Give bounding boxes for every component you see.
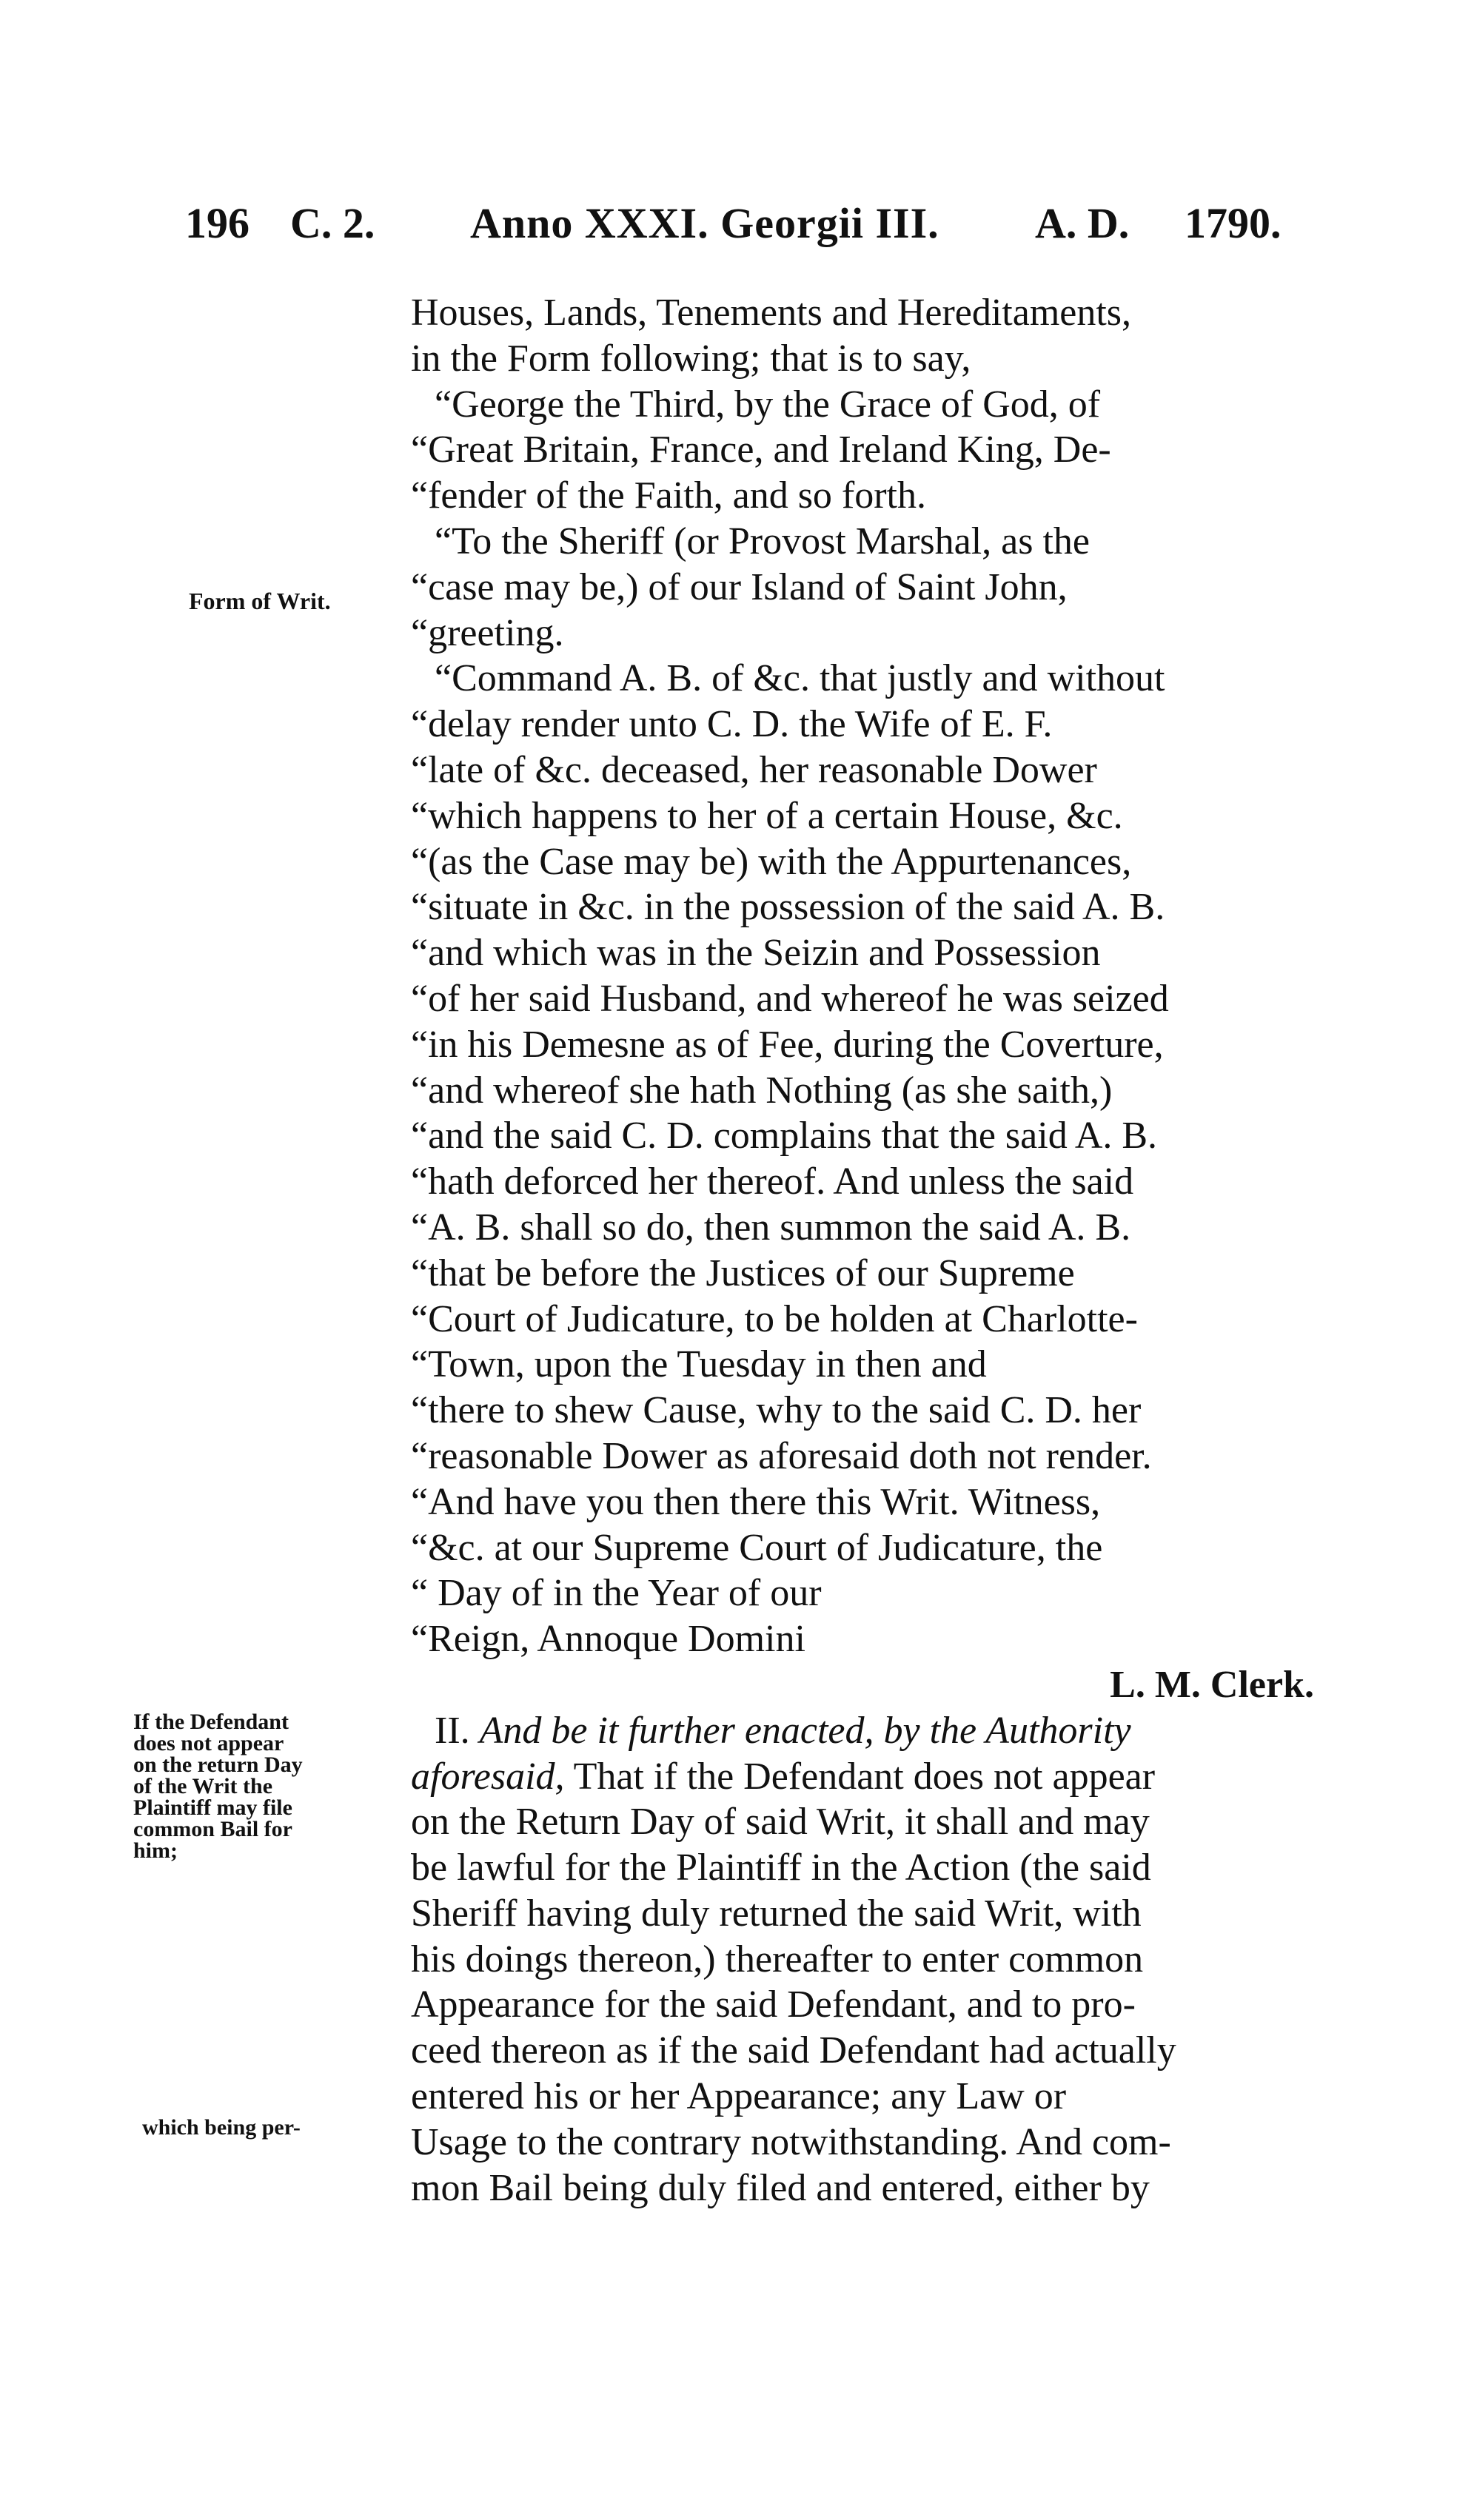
- text-line: be lawful for the Plaintiff in the Action (the said: [411, 1847, 1151, 1889]
- margin-note-line: him;: [133, 1838, 178, 1863]
- enacting-clause-end: aforesaid,: [411, 1755, 565, 1798]
- text-fragment: That if the Defendant does not appear: [564, 1755, 1156, 1798]
- margin-note-line: common Bail for: [133, 1817, 292, 1841]
- margin-note-bail: which being per-: [142, 2115, 301, 2140]
- text-line: “delay render unto C. D. the Wife of E. F.: [411, 703, 1053, 746]
- chapter-number: C. 2.: [290, 199, 375, 247]
- margin-note-defendant: [133, 1711, 385, 1861]
- text-line: Appearance for the said Defendant, and to pro-: [411, 1983, 1136, 2026]
- regnal-year: Anno XXXI. Georgii III.: [470, 199, 939, 247]
- anno-domini-label: A. D.: [1035, 199, 1130, 247]
- year: 1790.: [1185, 199, 1282, 247]
- running-header: [185, 198, 1333, 272]
- text-line: “Town, upon the Tuesday in then and: [411, 1343, 987, 1386]
- text-line: Usage to the contrary notwithstanding. And com-: [411, 2120, 1171, 2163]
- text-line: on the Return Day of said Writ, it shall and may: [411, 1801, 1150, 1844]
- text-line: “hath deforced her thereof. And unless the said: [411, 1160, 1134, 1203]
- clerk-signature: L. M. Clerk.: [1110, 1663, 1314, 1706]
- text-line: “and which was in the Seizin and Possession: [411, 932, 1101, 975]
- enacting-clause: And be it further enacted, by the Authority: [479, 1709, 1131, 1752]
- text-line: Houses, Lands, Tenements and Hereditaments,: [411, 292, 1132, 334]
- text-line: “situate in &c. in the possession of the said A. B.: [411, 886, 1165, 929]
- text-line: “Reign, Annoque Domini: [411, 1618, 805, 1661]
- text-line: “And have you then there this Writ. Witness,: [411, 1480, 1101, 1523]
- text-line: “of her said Husband, and whereof he was seized: [411, 977, 1169, 1020]
- page-number: 196: [185, 199, 249, 247]
- margin-note-line: If the Defendant: [133, 1710, 289, 1734]
- text-line: “case may be,) of our Island of Saint John,: [411, 565, 1068, 608]
- text-line: “fender of the Faith, and so forth.: [411, 474, 927, 517]
- text-line: “late of &c. deceased, her reasonable Dower: [411, 748, 1097, 791]
- text-line: “in his Demesne as of Fee, during the Coverture,: [411, 1023, 1164, 1066]
- text-line: “and whereof she hath Nothing (as she saith,): [411, 1069, 1113, 1112]
- text-line: “that be before the Justices of our Supreme: [411, 1251, 1075, 1294]
- section-number: II.: [435, 1709, 470, 1752]
- text-line: mon Bail being duly filed and entered, either by: [411, 2166, 1150, 2209]
- text-line: entered his or her Appearance; any Law or: [411, 2075, 1067, 2118]
- text-line: in the Form following; that is to say,: [411, 337, 971, 380]
- margin-note-line: Plaintiff may file: [133, 1795, 292, 1820]
- text-line: “&c. at our Supreme Court of Judicature, the: [411, 1526, 1103, 1569]
- margin-note-form-of-writ: Form of Writ.: [189, 588, 331, 614]
- text-line: “Command A. B. of &c. that justly and without: [435, 657, 1165, 700]
- text-line: “ Day of in the Year of our: [411, 1572, 822, 1615]
- section-ii-first-line: [411, 1708, 1314, 1754]
- text-line: “To the Sheriff (or Provost Marshal, as the: [435, 520, 1090, 562]
- body-text: [411, 290, 1314, 2211]
- text-line: [411, 1754, 1314, 1800]
- text-line: “reasonable Dower as aforesaid doth not render.: [411, 1434, 1152, 1477]
- text-line: Sheriff having duly returned the said Writ, with: [411, 1892, 1142, 1935]
- text-line: “greeting.: [411, 611, 564, 654]
- text-line: “George the Third, by the Grace of God, of: [435, 383, 1101, 426]
- text-line: his doings thereon,) thereafter to enter common: [411, 1938, 1144, 1980]
- margin-note-line: of the Writ the: [133, 1774, 273, 1798]
- text-line: “Court of Judicature, to be holden at Charlotte-: [411, 1297, 1138, 1340]
- text-line: “Great Britain, France, and Ireland King, De-: [411, 429, 1111, 471]
- text-line: “and the said C. D. complains that the said A. B.: [411, 1115, 1158, 1157]
- text-line: “A. B. shall so do, then summon the said A. B.: [411, 1206, 1131, 1249]
- text-line: “there to shew Cause, why to the said C. D. her: [411, 1389, 1142, 1432]
- text-line: ceed thereon as if the said Defendant had actually: [411, 2029, 1176, 2072]
- margin-note-line: on the return Day: [133, 1753, 303, 1777]
- text-line: “which happens to her of a certain House, &c.: [411, 794, 1123, 837]
- text-line: “(as the Case may be) with the Appurtenances,: [411, 840, 1132, 883]
- margin-note-line: does not appear: [133, 1731, 284, 1755]
